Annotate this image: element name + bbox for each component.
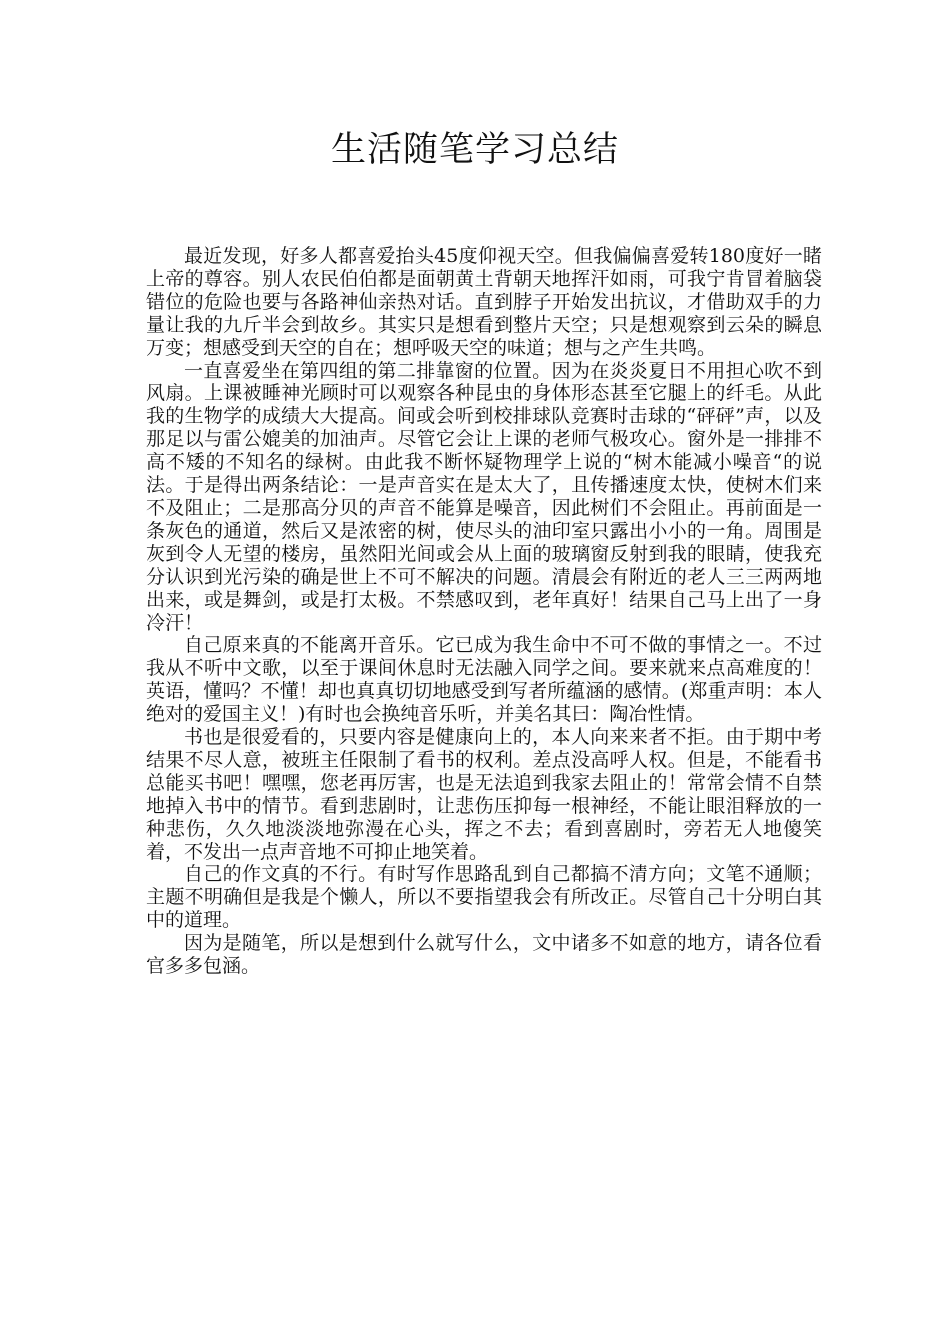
paragraph: 一直喜爱坐在第四组的第二排靠窗的位置。因为在炎炎夏日不用担心吹不到风扇。上课被睡神光顾时可以观察各种昆虫的身体形态甚至它腿上的纤毛。从此我的生物学的成绩大大提高。间或会听到校排球队竞赛时击球的“砰砰”声，以及那足以与雷公媲美的加油声。尽管它会让上课的老师气极攻心。窗外是一排排不高不矮的不知名的绿树。由此我不断怀疑物理学上说的“树木能减小噪音“的说法。于是得出两条结论：一是声音实在是太大了，且传播速度太快，使树木们来不及阻止；二是那高分贝的声音不能算是噪音，因此树们不会阻止。再前面是一条灰色的通道，然后又是浓密的树，使尽头的油印室只露出小小的一角。周围是灰到令人无望的楼房，虽然阳光间或会从上面的玻璃窗反射到我的眼睛，使我充分认识到光污染的确是世上不可不解决的问题。清晨会有附近的老人三三两两地出来，或是舞剑，或是打太极。不禁感叹到，老年真好！结果自己马上出了一身冷汗！ <box>146 359 822 634</box>
paragraph: 自己原来真的不能离开音乐。它已成为我生命中不可不做的事情之一。不过我从不听中文歌，以至于课间休息时无法融入同学之间。要来就来点高难度的！英语，懂吗？不懂！却也真真切切地感受到写者所蕴涵的感情。(郑重声明：本人绝对的爱国主义！)有时也会换纯音乐听，并美名其曰：陶冶性情。 <box>146 634 822 726</box>
document-body <box>146 245 822 978</box>
paragraph: 最近发现，好多人都喜爱抬头45度仰视天空。但我偏偏喜爱转180度好一睹上帝的尊容。别人农民伯伯都是面朝黄土背朝天地挥汗如雨，可我宁肯冒着脑袋错位的危险也要与各路神仙亲热对话。直到脖子开始发出抗议，才借助双手的力量让我的九斤半会到故乡。其实只是想看到整片天空；只是想观察到云朵的瞬息万变；想感受到天空的自在；想呼吸天空的味道；想与之产生共鸣。 <box>146 245 822 359</box>
document-title: 生活随笔学习总结 <box>330 130 619 170</box>
paragraph: 自己的作文真的不行。有时写作思路乱到自己都搞不清方向；文笔不通顺；主题不明确但是我是个懒人，所以不要指望我会有所改正。尽管自己十分明白其中的道理。 <box>146 863 822 932</box>
paragraph: 因为是随笔，所以是想到什么就写什么，文中诸多不如意的地方，请各位看官多多包涵。 <box>146 932 822 978</box>
paragraph: 书也是很爱看的，只要内容是健康向上的，本人向来来者不拒。由于期中考结果不尽人意，被班主任限制了看书的权利。差点没高呼人权。但是，不能看书总能买书吧！嘿嘿，您老再厉害，也是无法追到我家去阻止的！常常会情不自禁地掉入书中的情节。看到悲剧时，让悲伤压抑每一根神经，不能让眼泪释放的一种悲伤，久久地淡淡地弥漫在心头，挥之不去；看到喜剧时，旁若无人地傻笑着，不发出一点声音地不可抑止地笑着。 <box>146 726 822 863</box>
